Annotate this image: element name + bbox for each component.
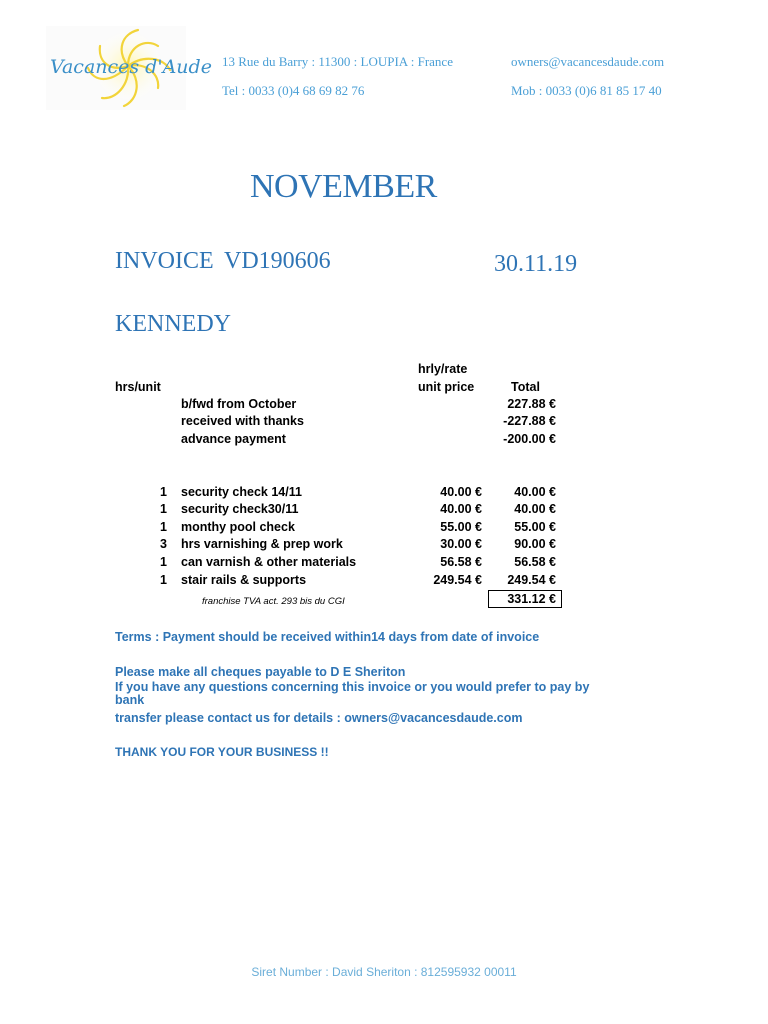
col-rate-line2: unit price <box>418 380 475 394</box>
carried-total: -227.88 € <box>503 414 556 428</box>
item-desc: security check 14/11 <box>181 485 302 499</box>
item-rate: 30.00 € <box>440 537 482 551</box>
carried-total: 227.88 € <box>507 397 556 411</box>
invoice-date: 30.11.19 <box>494 251 578 277</box>
carried-desc: advance payment <box>181 432 286 446</box>
item-total: 40.00 € <box>514 485 556 499</box>
carried-total: -200.00 € <box>503 432 556 446</box>
item-qty: 3 <box>160 537 167 551</box>
item-desc: hrs varnishing & prep work <box>181 537 343 551</box>
company-email[interactable]: owners@vacancesdaude.com <box>511 54 665 69</box>
siret-footer: Siret Number : David Sheriton : 812595932 00011 <box>251 965 517 979</box>
company-logo <box>46 26 212 110</box>
transfer-note[interactable]: transfer please contact us for details : owners@vacancesdaude.com <box>115 711 523 725</box>
col-hrs-unit: hrs/unit <box>115 380 161 394</box>
item-total: 55.00 € <box>514 520 556 534</box>
questions-note-line1: If you have any questions concerning this invoice or you would prefer to pay by <box>115 680 590 694</box>
logo-text: Vacances d'Aude <box>50 56 212 78</box>
company-mob: Mob : 0033 (0)6 81 85 17 40 <box>511 83 662 98</box>
item-total: 40.00 € <box>514 502 556 516</box>
item-qty: 1 <box>160 573 167 587</box>
company-tel: Tel : 0033 (0)4 68 69 82 76 <box>222 83 365 98</box>
client-name: KENNEDY <box>115 311 231 337</box>
cheques-note: Please make all cheques payable to D E Sheriton <box>115 665 406 679</box>
item-qty: 1 <box>160 520 167 534</box>
grand-total: 331.12 € <box>507 592 556 606</box>
company-address: 13 Rue du Barry : 11300 : LOUPIA : France <box>222 54 453 69</box>
invoice-number: VD190606 <box>224 248 331 274</box>
item-desc: monthy pool check <box>181 520 295 534</box>
payment-terms: Terms : Payment should be received within14 days from date of invoice <box>115 630 540 644</box>
month-title: NOVEMBER <box>250 168 437 205</box>
item-qty: 1 <box>160 485 167 499</box>
questions-note-line2: bank <box>115 693 145 707</box>
col-total: Total <box>511 380 540 394</box>
carried-desc: b/fwd from October <box>181 397 297 411</box>
tva-note: franchise TVA act. 293 bis du CGI <box>202 596 345 607</box>
item-rate: 249.54 € <box>433 573 482 587</box>
col-rate-line1: hrly/rate <box>418 362 468 376</box>
invoice-label: INVOICE <box>115 248 214 274</box>
item-desc: security check30/11 <box>181 502 299 516</box>
item-qty: 1 <box>160 555 167 569</box>
carried-desc: received with thanks <box>181 414 304 428</box>
item-total: 90.00 € <box>514 537 556 551</box>
item-qty: 1 <box>160 502 167 516</box>
item-rate: 40.00 € <box>440 485 482 499</box>
item-desc: can varnish & other materials <box>181 555 357 569</box>
item-rate: 55.00 € <box>440 520 482 534</box>
item-rate: 56.58 € <box>440 555 482 569</box>
item-desc: stair rails & supports <box>181 573 307 587</box>
thanks-note: THANK YOU FOR YOUR BUSINESS !! <box>115 745 329 759</box>
item-total: 249.54 € <box>507 573 556 587</box>
item-rate: 40.00 € <box>440 502 482 516</box>
item-total: 56.58 € <box>514 555 556 569</box>
